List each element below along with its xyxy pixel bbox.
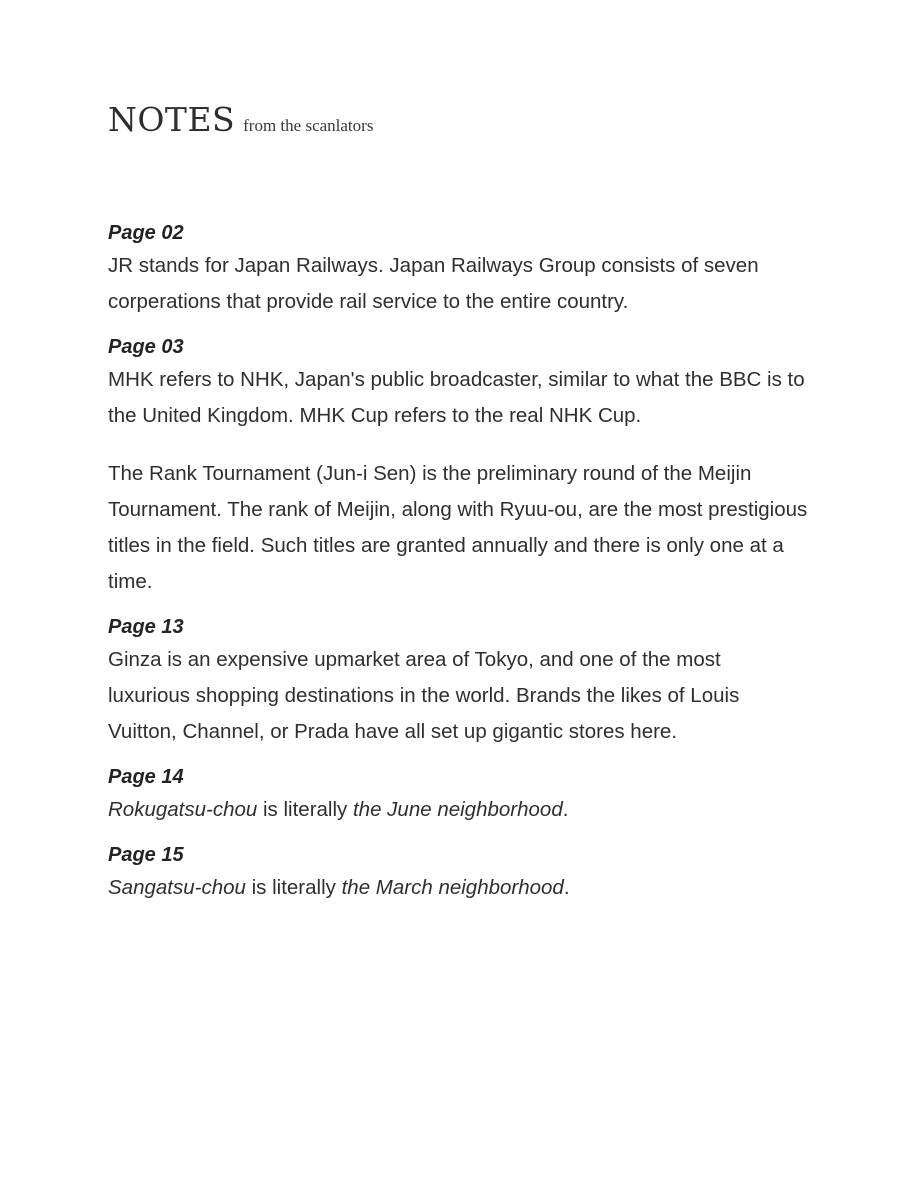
note-text: Ginza is an expensive upmarket area of Tokyo, and one of the most luxurious shopping destinations in the world. Brands the likes of Louis Vuitton, Channel, or Prada have all set up gigantic stores here. [108,648,740,743]
note-term: Sangatsu-chou [108,876,246,899]
note-heading: Page 14 [108,766,184,788]
note-text: MHK refers to NHK, Japan's public broadcaster, similar to what the BBC is to the United Kingdom. MHK Cup refers to the real NHK Cup. [108,368,805,427]
note-heading: Page 15 [108,844,184,866]
note-page-13 [108,612,808,750]
note-connector: is literally [245,876,342,899]
note-text: The Rank Tournament (Jun-i Sen) is the preliminary round of the Meijin Tournament. The rank of Meijin, along with Ryuu-ou, are the most prestigious titles in the field. Such titles are granted annually and there is only one at a time. [108,462,808,593]
note-page-15 [108,840,808,906]
note-meaning: the June neighborhood [352,798,563,821]
note-term: Rokugatsu-chou [108,798,258,821]
note-connector: is literally [257,798,353,821]
note-heading: Page 02 [108,222,184,244]
note-page-14 [108,762,808,828]
notes-title: NOTES [108,100,236,139]
notes-header [108,100,373,139]
note-page-03 [108,332,808,600]
note-period: . [562,798,569,821]
notes-content [108,218,808,906]
note-meaning: the March neighborhood [341,876,564,899]
note-page-02 [108,218,808,320]
note-text: JR stands for Japan Railways. Japan Railways Group consists of seven corperations that provide rail service to the entire country. [108,254,759,313]
note-heading: Page 13 [108,616,184,638]
note-text [108,870,808,906]
note-heading: Page 03 [108,336,184,358]
note-period: . [563,876,570,899]
notes-subtitle: from the scanlators [243,116,374,135]
note-text [108,792,808,828]
